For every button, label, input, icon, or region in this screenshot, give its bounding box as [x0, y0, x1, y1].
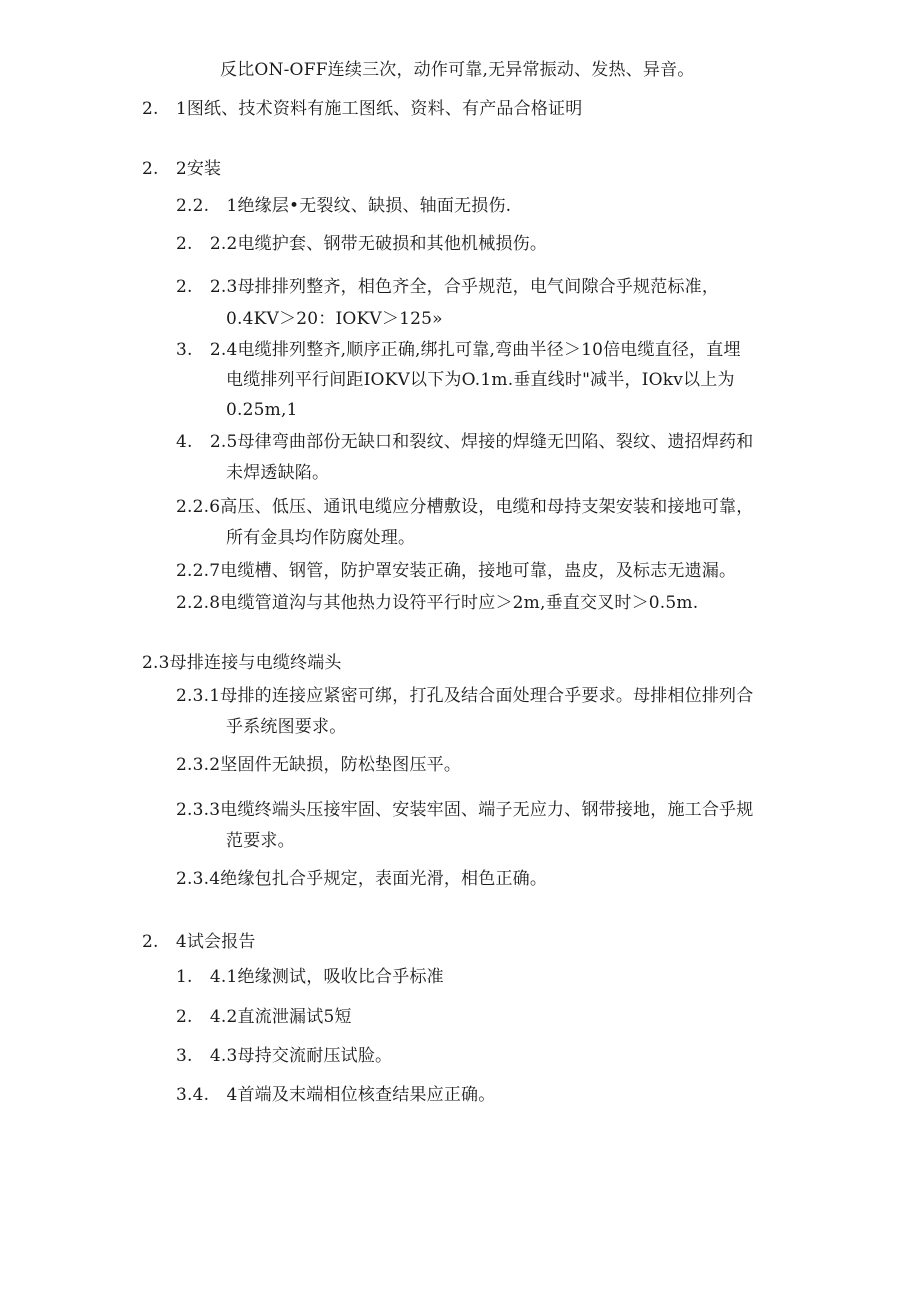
list-item-continuation: 范要求。 — [226, 831, 295, 851]
list-item-continuation: 乎系统图要求。 — [226, 717, 347, 737]
list-item: 1. 4.1绝缘测试，吸收比合乎标准 — [176, 967, 444, 987]
list-item: 2.2. 1绝缘层•无裂纹、缺损、轴面无损伤. — [176, 196, 512, 216]
list-item: 2.2.8电缆管道沟与其他热力设符平行时应＞2m,垂直交叉时＞0.5m. — [176, 593, 699, 613]
list-item-continuation: 0.4KV＞20：IOKV＞125» — [226, 309, 443, 329]
list-item: 2.3.1母排的连接应紧密可绑，打孔及结合面处理合乎要求。母排相位排列合 — [176, 686, 754, 706]
list-item-continuation: 电缆排列平行间距IOKV以下为O.1m.垂直线时"减半，IOkv以上为 — [226, 370, 735, 390]
list-item: 3. 4.3母持交流耐压试脸。 — [176, 1046, 393, 1066]
section-heading: 2.3母排连接与电缆终端头 — [142, 653, 342, 673]
list-item: 2.2.7电缆槽、钢管，防护罩安装正确，接地可靠，蛊皮，及标志无遗漏。 — [176, 561, 737, 581]
text-line: 反比ON-OFF连续三次，动作可靠,无异常振动、发热、异音。 — [220, 60, 695, 80]
list-item: 2.3.3电缆终端头压接牢固、安装牢固、端子无应力、钢带接地，施工合乎规 — [176, 800, 754, 820]
list-item: 3.4. 4首端及末端相位核查结果应正确。 — [176, 1085, 496, 1105]
list-item-continuation: 所有金具均作防腐处理。 — [226, 528, 416, 548]
list-item: 2.3.4绝缘包扎合乎规定，表面光滑，相色正确。 — [176, 869, 548, 889]
list-item: 2.3.2坚固件无缺损，防松垫图压平。 — [176, 755, 462, 775]
list-item: 2. 4.2直流泄漏试5短 — [176, 1007, 352, 1027]
list-item: 2. 2.3母排排列整齐，相色齐全，合乎规范，电气间隙合乎规范标准， — [176, 277, 720, 297]
list-item-continuation: 0.25m,1 — [226, 400, 298, 420]
list-item: 4. 2.5母律弯曲部份无缺口和裂纹、焊接的焊缝无凹陷、裂纹、遗招焊药和 — [176, 432, 754, 452]
list-item: 2.2.6高压、低压、通讯电缆应分槽敷设，电缆和母持支架安装和接地可靠， — [176, 497, 754, 517]
section-heading: 2. 1图纸、技术资料有施工图纸、资料、有产品合格证明 — [142, 99, 583, 119]
list-item-continuation: 未焊透缺陷。 — [226, 463, 330, 483]
section-heading: 2. 2安装 — [142, 159, 222, 179]
list-item: 3. 2.4电缆排列整齐,顺序正确,绑扎可靠,弯曲半径＞10倍电缆直径，直埋 — [176, 340, 741, 360]
list-item: 2. 2.2电缆护套、钢带无破损和其他机械损伤。 — [176, 234, 548, 254]
section-heading: 2. 4试会报告 — [142, 932, 256, 952]
